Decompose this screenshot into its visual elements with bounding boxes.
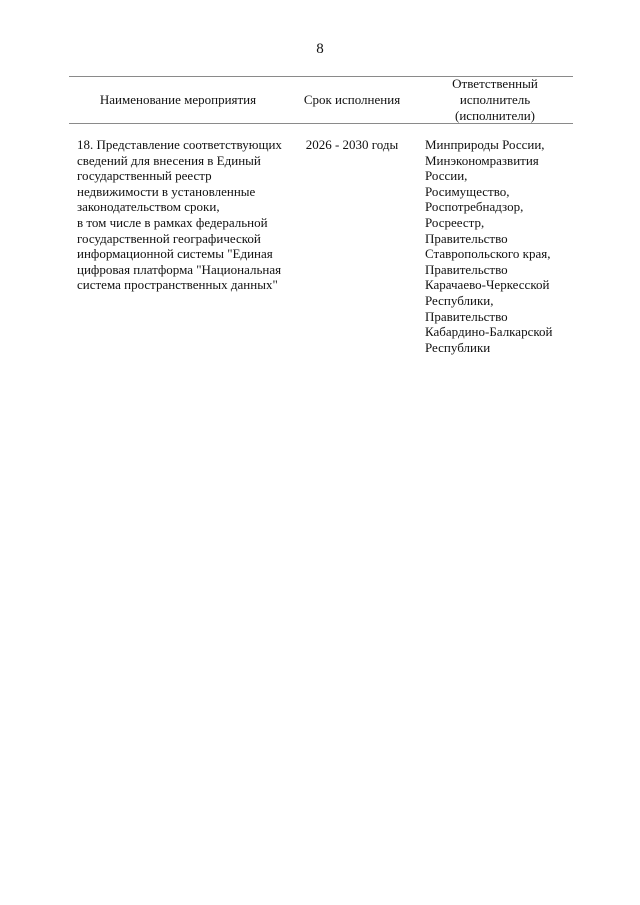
column-header-deadline: Срок исполнения [303, 92, 401, 107]
activity-name-line: информационной системы "Единая [77, 246, 273, 262]
responsible-line: Республики, [425, 292, 494, 308]
activity-name-line: цифровая платформа "Национальная [77, 261, 282, 277]
responsible-line: Роспотребнадзор, [425, 199, 524, 215]
responsible-line: Росреестр, [425, 214, 485, 230]
responsible-line: Росимущество, [425, 183, 510, 199]
responsible-line: России, [425, 168, 468, 184]
responsible-line: Республики [425, 339, 491, 355]
activity-name-line: в том числе в рамках федеральной [77, 214, 268, 230]
column-header-responsible [417, 76, 573, 124]
activity-name-line: система пространственных данных" [77, 277, 278, 293]
page-number: 8 [316, 41, 324, 57]
activity-name-cell [77, 137, 282, 293]
activity-name-line: государственный реестр [77, 168, 212, 184]
column-header-responsible-line: Ответственный [452, 76, 538, 91]
responsible-line: Кабардино-Балкарской [425, 324, 553, 340]
activity-name-line: государственной географической [77, 230, 261, 246]
activity-name-line: недвижимости в установленные [77, 183, 256, 199]
responsible-line: Минэкономразвития [425, 152, 539, 168]
responsible-line: Правительство [425, 308, 508, 324]
activity-name-line: 18. Представление соответствующих [77, 137, 282, 152]
activity-name-line: сведений для внесения в Единый [77, 152, 261, 168]
responsible-line: Ставропольского края, [425, 246, 551, 262]
deadline-cell: 2026 - 2030 годы [305, 137, 399, 152]
column-header-responsible-line: исполнитель [459, 92, 531, 107]
column-header-name: Наименование мероприятия [99, 92, 257, 107]
responsible-line: Правительство [425, 261, 508, 277]
responsible-line: Минприроды России, [425, 137, 545, 152]
column-header-responsible-line: (исполнители) [455, 108, 535, 123]
responsible-cell [425, 137, 552, 355]
table-header-rule [69, 123, 573, 124]
responsible-line: Карачаево-Черкесской [425, 277, 550, 293]
activity-name-line: законодательством сроки, [77, 199, 220, 215]
responsible-line: Правительство [425, 230, 508, 246]
